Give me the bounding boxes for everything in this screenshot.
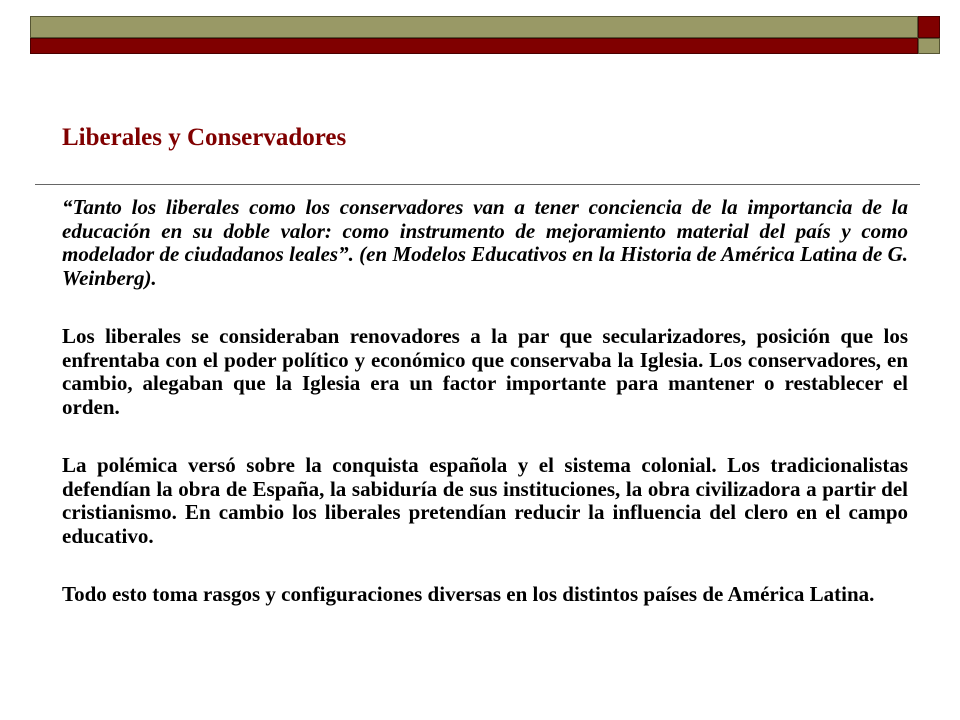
paragraph-conclusion: Todo esto toma rasgos y configuraciones diversas en los distintos países de América Latina. — [62, 582, 875, 606]
paragraph-polemica: La polémica versó sobre la conquista española y el sistema colonial. Los tradicionalistas defendían la obra de España, la sabiduría de sus instituciones, la obra civilizadora a partir del cristianismo. En cambio los liberales pretendían reducir la influencia del clero en el campo educativo. — [62, 453, 908, 548]
slide-title: Liberales y Conservadores — [62, 124, 347, 151]
slide-body — [62, 196, 908, 642]
paragraph-liberales: Los liberales se consideraban renovadores a la par que secularizadores, posición que los enfrentaba con el poder político y económico que conservaba la Iglesia. Los conservadores, en cambio, alegaban que la Iglesia era un factor importante para mantener o restablecer el orden. — [62, 324, 908, 419]
header-corner-olive — [918, 38, 940, 54]
header-bar-maroon — [30, 38, 918, 54]
header-corner-maroon — [918, 16, 940, 38]
header-bar-olive — [30, 16, 918, 38]
title-divider — [35, 184, 920, 185]
quote-paragraph: “Tanto los liberales como los conservadores van a tener conciencia de la importancia de la educación en su doble valor: como instrumento de mejoramiento material del país y como modelador de ciudadanos leales”. (en Modelos Educativos en la Historia de América Latina de G. Weinberg). — [62, 195, 908, 290]
